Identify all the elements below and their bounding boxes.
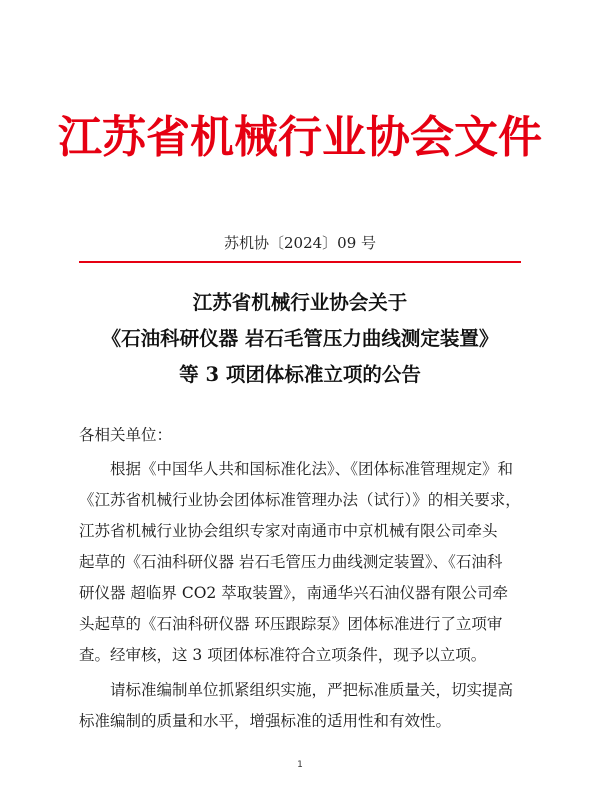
salutation: 各相关单位： [79, 426, 173, 444]
paragraph-2-line-1: 请标准编制单位抓紧组织实施，严把标准质量关，切实提高 [110, 681, 514, 699]
paragraph-1-line-1: 根据《中国华人共和国标准化法》、《团体标准管理规定》和 [110, 460, 514, 478]
paragraph-2-line-2: 标准编制的质量和水平，增强标准的适用性和有效性。 [79, 712, 452, 730]
body-paragraphs [79, 454, 524, 754]
paragraph-1-line-4: 起草的《石油科研仪器 岩石毛管压力曲线测定装置》、《石油科 [79, 553, 503, 571]
page-number: 1 [297, 760, 303, 770]
red-divider-line [79, 261, 521, 263]
paragraph-1-line-5: 研仪器 超临界 CO2 萃取装置》，南通华兴石油仪器有限公司牵 [79, 584, 508, 602]
paragraph-1-line-6: 头起草的《石油科研仪器 环压跟踪泵》团体标准进行了立项审 [79, 615, 503, 633]
document-number: 苏机协〔2024〕09 号 [223, 234, 377, 252]
notice-title-line-1: 江苏省机械行业协会关于 [192, 291, 408, 314]
notice-title-line-3: 等 3 项团体标准立项的公告 [179, 363, 421, 386]
paragraph-1-line-2: 《江苏省机械行业协会团体标准管理办法（试行）》的相关要求， [79, 491, 521, 509]
paragraph-1-line-3: 江苏省机械行业协会组织专家对南通市中京机械有限公司牵头 [79, 522, 498, 540]
notice-title-line-2: 《石油科研仪器 岩石毛管压力曲线测定装置》 [101, 327, 499, 350]
paragraph-1-line-7: 查。经审核，这 3 项团体标准符合立项条件，现予以立项。 [79, 646, 487, 664]
masthead-title: 江苏省机械行业协会文件 [58, 112, 542, 163]
